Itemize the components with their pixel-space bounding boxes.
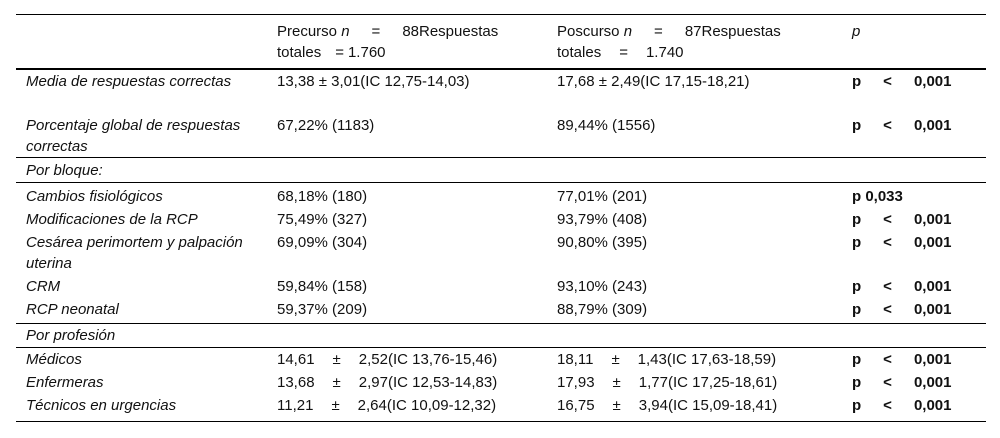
row-tecnicos-label: Técnicos en urgencias bbox=[26, 397, 177, 414]
row-rcp-pre: 75,49% (327) bbox=[277, 211, 368, 228]
row-neonatal-label: RCP neonatal bbox=[26, 301, 119, 318]
header-precurso: Precurso n = 88Respuestas totales = 1.760 bbox=[277, 23, 499, 61]
header-poscurso: Poscurso n = 87Respuestas totales = 1.740 bbox=[557, 23, 781, 61]
row-medicos-post: 18,11 ± 1,43(IC 17,63-18,59) bbox=[557, 351, 777, 368]
row-tecnicos-p: p < 0,001 bbox=[852, 397, 952, 414]
row-enfermeras-pre: 13,68 ± 2,97(IC 12,53-14,83) bbox=[277, 374, 498, 391]
row-media-post: 17,68 ± 2,49(IC 17,15-18,21) bbox=[557, 73, 750, 90]
row-media-pre: 13,38 ± 3,01(IC 12,75-14,03) bbox=[277, 73, 470, 90]
row-enfermeras-label: Enfermeras bbox=[26, 374, 104, 391]
row-rcp-label: Modificaciones de la RCP bbox=[26, 211, 198, 228]
row-neonatal-p: p < 0,001 bbox=[852, 301, 952, 318]
row-tecnicos-pre: 11,21 ± 2,64(IC 10,09-12,32) bbox=[277, 397, 497, 414]
row-cambios-label: Cambios fisiológicos bbox=[26, 188, 163, 205]
rule-bottom bbox=[16, 421, 986, 422]
rule-header-bottom bbox=[16, 68, 986, 70]
row-rcp-post: 93,79% (408) bbox=[557, 211, 648, 228]
row-enfermeras-post: 17,93 ± 1,77(IC 17,25-18,61) bbox=[557, 374, 778, 391]
row-cambios-post: 77,01% (201) bbox=[557, 188, 648, 205]
row-tecnicos-post: 16,75 ± 3,94(IC 15,09-18,41) bbox=[557, 397, 778, 414]
row-neonatal-post: 88,79% (309) bbox=[557, 301, 648, 318]
section-bloque-title: Por bloque: bbox=[26, 162, 103, 179]
row-cesarea-pre: 69,09% (304) bbox=[277, 234, 368, 251]
row-cambios-p: p 0,033 bbox=[852, 188, 903, 205]
row-cesarea-post: 90,80% (395) bbox=[557, 234, 648, 251]
row-medicos-p: p < 0,001 bbox=[852, 351, 952, 368]
row-global-p: p < 0,001 bbox=[852, 117, 952, 134]
rule-profesion-bottom bbox=[16, 347, 986, 348]
rule-bloque-top bbox=[16, 157, 986, 158]
row-crm-post: 93,10% (243) bbox=[557, 278, 648, 295]
row-media-label: Media de respuestas correctas bbox=[26, 73, 232, 90]
row-media-p: p < 0,001 bbox=[852, 73, 952, 90]
row-global-label: Porcentaje global de respuestas correctas bbox=[26, 117, 241, 155]
section-profesion-title: Por profesión bbox=[26, 327, 116, 344]
row-crm-label: CRM bbox=[26, 278, 61, 295]
row-cesarea-p: p < 0,001 bbox=[852, 234, 952, 251]
row-neonatal-pre: 59,37% (209) bbox=[277, 301, 368, 318]
row-global-post: 89,44% (1556) bbox=[557, 117, 656, 134]
row-medicos-pre: 14,61 ± 2,52(IC 13,76-15,46) bbox=[277, 351, 498, 368]
rule-profesion-top bbox=[16, 323, 986, 324]
header-p: p bbox=[852, 23, 861, 40]
row-cambios-pre: 68,18% (180) bbox=[277, 188, 368, 205]
rule-bloque-bottom bbox=[16, 182, 986, 183]
row-crm-p: p < 0,001 bbox=[852, 278, 952, 295]
row-medicos-label: Médicos bbox=[26, 351, 82, 368]
rule-top bbox=[16, 14, 986, 15]
row-crm-pre: 59,84% (158) bbox=[277, 278, 368, 295]
row-enfermeras-p: p < 0,001 bbox=[852, 374, 952, 391]
row-rcp-p: p < 0,001 bbox=[852, 211, 952, 228]
row-global-pre: 67,22% (1183) bbox=[277, 117, 375, 134]
row-cesarea-label: Cesárea perimortem y palpación uterina bbox=[26, 234, 243, 272]
